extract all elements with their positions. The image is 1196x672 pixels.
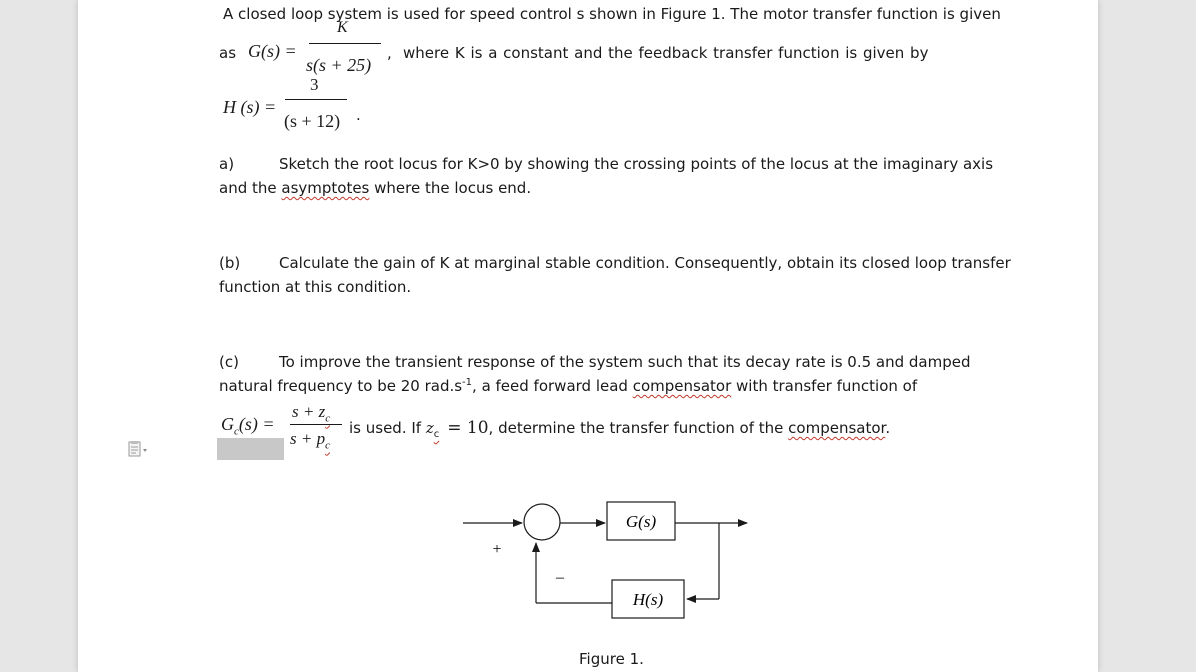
part-a-line2-pre: and the <box>219 179 282 197</box>
part-c-sentence-pre: is used. If <box>349 419 426 437</box>
gc-num-text: s + z <box>292 402 326 421</box>
where-text: where K is a constant and the feedback transfer function is given by <box>403 44 929 62</box>
g-label: G(s) = <box>248 41 297 61</box>
gc-letter: G <box>221 414 234 434</box>
block-diagram <box>455 490 765 625</box>
part-c-line2-post: with transfer function of <box>731 377 918 395</box>
part-c-label: (c) <box>219 353 239 371</box>
gc-den-text: s + p <box>290 429 326 448</box>
gc-denominator <box>290 429 330 451</box>
part-c-sentence-post: , determine the transfer function of the <box>488 419 789 437</box>
summing-junction <box>524 504 560 540</box>
h-period: . <box>356 106 361 124</box>
figure-caption: Figure 1. <box>579 650 644 668</box>
zc-value: = 10 <box>447 418 489 438</box>
h-fraction-bar <box>285 99 347 100</box>
plus-sign: + <box>492 541 502 558</box>
part-c-sentence-spellcheck-word: compensator <box>788 419 886 437</box>
minus-sign: – <box>556 569 564 586</box>
part-a-line2-post: where the locus end. <box>369 179 532 197</box>
part-a-spellcheck-word: asymptotes <box>281 179 370 197</box>
part-b-line2: function at this condition. <box>219 278 412 296</box>
part-c-superscript: -1 <box>462 377 473 388</box>
gc-subscript: c <box>234 425 239 438</box>
h-numerator: 3 <box>310 75 319 94</box>
g-comma: , <box>387 44 392 62</box>
zc-letter: z <box>425 419 434 437</box>
as-label: as <box>219 44 237 62</box>
part-c-spellcheck-word: compensator <box>632 377 732 395</box>
gc-fraction-bar <box>290 424 342 425</box>
part-c-line1: To improve the transient response of the system such that its decay rate is 0.5 and damped <box>279 353 971 371</box>
part-c-sentence <box>349 418 890 440</box>
h-denominator: (s + 12) <box>284 111 341 131</box>
g-block-label: G(s) <box>625 512 657 531</box>
part-b-label: (b) <box>219 254 241 272</box>
part-c-line2-pre: natural frequency to be 20 rad.s <box>219 377 463 395</box>
gc-args: (s) = <box>238 414 275 434</box>
gc-den-subscript: c <box>325 439 330 452</box>
equation-placeholder-box[interactable] <box>217 438 284 460</box>
part-b-line1: Calculate the gain of K at marginal stable condition. Consequently, obtain its closed loop transfer <box>279 254 1011 272</box>
paste-options-icon[interactable] <box>128 440 148 460</box>
part-a-label: a) <box>219 155 235 173</box>
g-denominator: s(s + 25) <box>306 55 372 75</box>
gc-num-subscript: c <box>325 412 331 425</box>
part-c-line2 <box>219 377 917 395</box>
h-block-label: H(s) <box>632 590 664 609</box>
g-numerator: K <box>337 19 348 36</box>
gc-numerator <box>292 402 330 424</box>
gc-label <box>221 414 275 438</box>
part-c-line2-mid: , a feed forward lead <box>472 377 633 395</box>
zc-subscript: c <box>433 429 440 440</box>
part-a-line1: Sketch the root locus for K>0 by showing the crossing points of the locus at the imaginary axis <box>279 155 994 173</box>
g-fraction-bar <box>309 43 381 44</box>
intro-text: A closed loop system is used for speed control s shown in Figure 1. The motor transfer function is given <box>223 5 1001 23</box>
h-label: H (s) = <box>223 97 277 117</box>
part-c-sentence-end: . <box>885 419 891 437</box>
part-a-line2 <box>219 179 531 197</box>
